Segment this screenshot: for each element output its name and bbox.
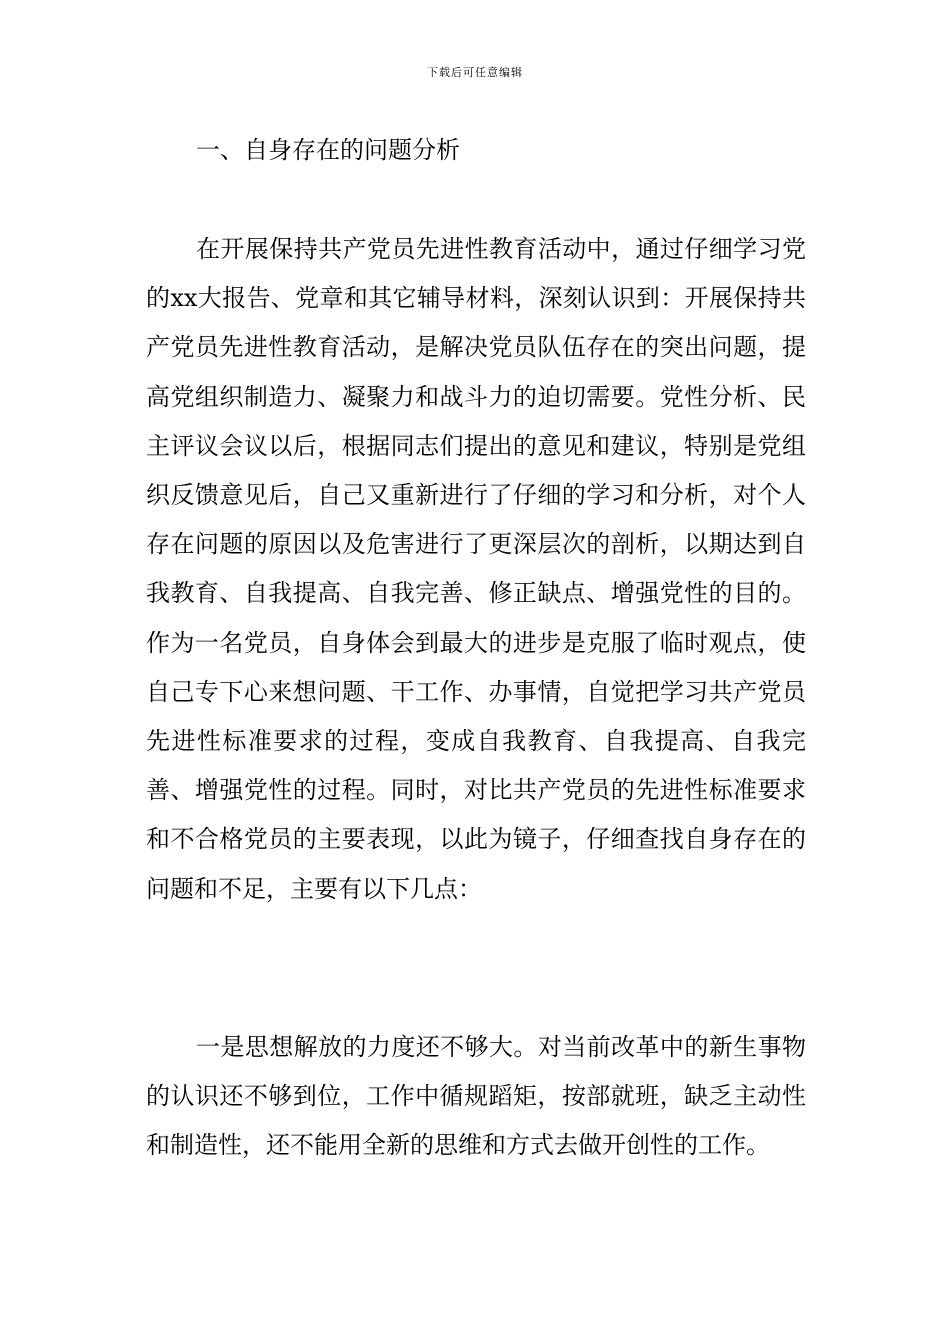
body-paragraph-1: 在开展保持共产党员先进性教育活动中，通过仔细学习党的xx大报告、党章和其它辅导材料，深刻认识到：开展保持共产党员先进性教育活动，是解决党员队伍存在的突出问题，提高党组织制造力、凝聚力和战斗力的迫切需要。党性分析、民主评议会议以后，根据同志们提出的意见和建议，特别是党组织反馈意见后，自己又重新进行了仔细的学习和分析，对个人存在问题的原因以及危害进行了更深层次的剖析，以期达到自我教育、自我提高、自我完善、修正缺点、增强党性的目的。作为一名党员，自身体会到最大的进步是克服了临时观点，使自己专下心来想问题、干工作、办事情，自觉把学习共产党员先进性标准要求的过程，变成自我教育、自我提高、自我完善、增强党性的过程。同时，对比共产党员的先进性标准要求和不合格党员的主要表现，以此为镜子，仔细查找自身存在的问题和不足，主要有以下几点： (146, 235, 806, 903)
page-header: 下载后可任意编辑 (427, 66, 523, 79)
section-heading: 一、自身存在的问题分析 (196, 136, 460, 164)
body-paragraph-2: 一是思想解放的力度还不够大。对当前改革中的新生事物的认识还不够到位，工作中循规蹈矩，按部就班，缺乏主动性和制造性，还不能用全新的思维和方式去做开创性的工作。 (146, 1033, 806, 1160)
